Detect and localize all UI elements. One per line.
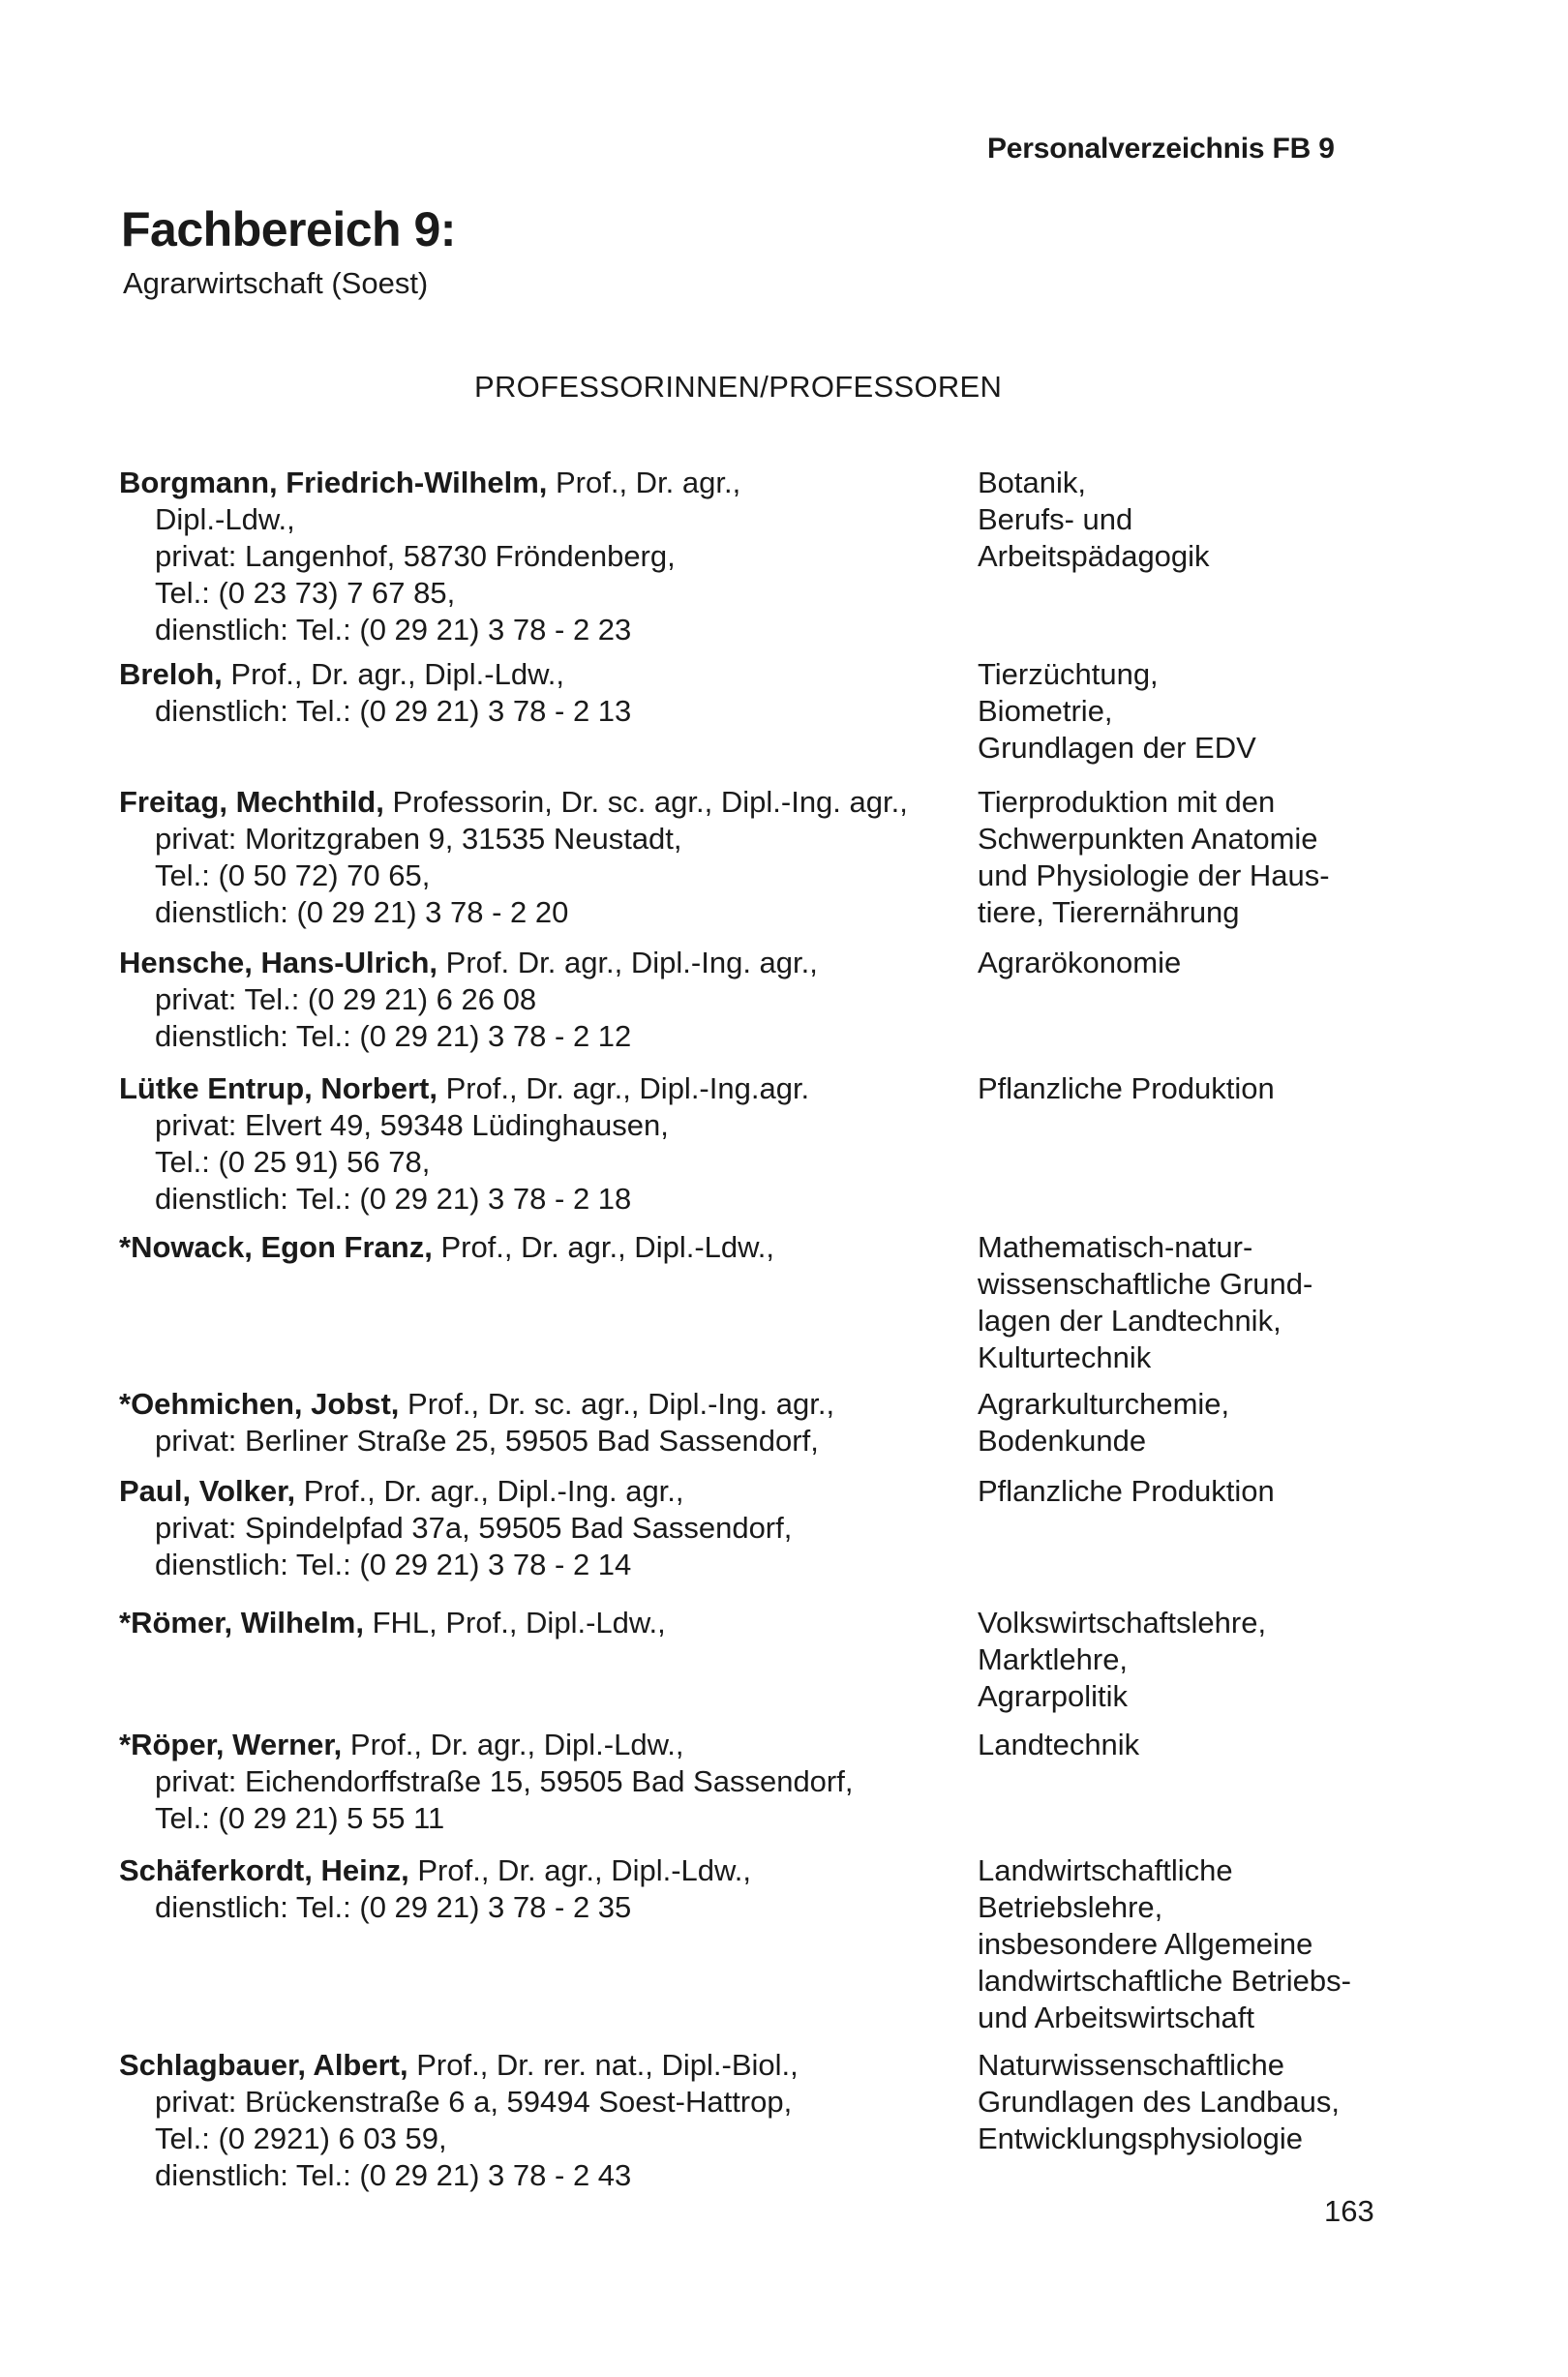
staff-subject	[978, 1605, 1403, 1715]
subject-line: und Physiologie der Haus-	[978, 858, 1330, 892]
staff-name-line	[119, 1473, 971, 1510]
subject-line: Agrarkulturchemie,	[978, 1387, 1230, 1421]
subject-line: Berufs- und	[978, 502, 1133, 536]
subject-line: Tierzüchtung,	[978, 657, 1159, 691]
staff-subject	[978, 2047, 1403, 2157]
page-number: 163	[1324, 2194, 1374, 2228]
staff-name: Schäferkordt, Heinz,	[119, 1853, 409, 1887]
staff-detail-line: dienstlich: Tel.: (0 29 21) 3 78 - 2 12	[155, 1019, 632, 1053]
staff-person	[119, 1605, 971, 1641]
staff-person	[119, 2047, 971, 2194]
staff-detail-line: Tel.: (0 25 91) 56 78,	[155, 1145, 431, 1179]
staff-title: Prof., Dr. agr., Dipl.-Ldw.,	[408, 1853, 751, 1887]
staff-name-line	[119, 1727, 971, 1763]
staff-subject	[978, 465, 1403, 575]
subject-line: Arbeitspädagogik	[978, 539, 1210, 573]
staff-detail-line: dienstlich: Tel.: (0 29 21) 3 78 - 2 35	[155, 1890, 632, 1924]
staff-person	[119, 784, 971, 931]
staff-name-line	[119, 465, 971, 501]
staff-person	[119, 656, 971, 730]
staff-name: *Römer, Wilhelm,	[119, 1606, 364, 1640]
staff-title: Prof., Dr. agr., Dipl.-Ing.agr.	[437, 1071, 810, 1105]
staff-detail-line: dienstlich: (0 29 21) 3 78 - 2 20	[155, 895, 569, 929]
subject-line: Marktlehre,	[978, 1642, 1129, 1676]
staff-detail-line: privat: Berliner Straße 25, 59505 Bad Sassendorf,	[155, 1424, 819, 1458]
staff-name: Schlagbauer, Albert,	[119, 2048, 408, 2082]
staff-person	[119, 465, 971, 648]
staff-name: *Röper, Werner,	[119, 1728, 343, 1761]
staff-person	[119, 1386, 971, 1459]
subject-line: Landwirtschaftliche	[978, 1853, 1233, 1887]
staff-detail-line: Dipl.-Ldw.,	[155, 502, 295, 536]
subject-line: Mathematisch-natur-	[978, 1230, 1253, 1264]
subject-line: Naturwissenschaftliche	[978, 2048, 1285, 2082]
staff-person	[119, 1473, 971, 1583]
subject-line: und Arbeitswirtschaft	[978, 2001, 1255, 2034]
staff-name: Paul, Volker,	[119, 1474, 296, 1508]
staff-name-line	[119, 1852, 971, 1889]
staff-detail-line: privat: Eichendorffstraße 15, 59505 Bad Sassendorf,	[155, 1764, 854, 1798]
staff-subject	[978, 1070, 1403, 1107]
staff-title: Professorin, Dr. sc. agr., Dipl.-Ing. agr.,	[383, 785, 908, 819]
subject-line: Biometrie,	[978, 694, 1113, 728]
staff-detail-line: privat: Moritzgraben 9, 31535 Neustadt,	[155, 822, 682, 856]
staff-person	[119, 945, 971, 1055]
staff-name-line	[119, 945, 971, 981]
subject-line: Pflanzliche Produktion	[978, 1474, 1275, 1508]
subject-line: Botanik,	[978, 466, 1087, 499]
subject-line: Kulturtechnik	[978, 1340, 1152, 1374]
section-heading: PROFESSORINNEN/PROFESSOREN	[474, 370, 1003, 404]
staff-name-line	[119, 1605, 971, 1641]
department-subtitle: Agrarwirtschaft (Soest)	[123, 266, 429, 300]
staff-name: Borgmann, Friedrich-Wilhelm,	[119, 466, 548, 499]
staff-name-line	[119, 1070, 971, 1107]
staff-name-line	[119, 784, 971, 821]
staff-person	[119, 1727, 971, 1837]
staff-subject	[978, 784, 1403, 931]
staff-name: *Oehmichen, Jobst,	[119, 1387, 400, 1421]
staff-detail-line: privat: Langenhof, 58730 Fröndenberg,	[155, 539, 676, 573]
staff-person	[119, 1852, 971, 1926]
running-header: Personalverzeichnis FB 9	[987, 133, 1335, 165]
staff-detail-line: dienstlich: Tel.: (0 29 21) 3 78 - 2 23	[155, 613, 632, 647]
subject-line: Schwerpunkten Anatomie	[978, 822, 1318, 856]
staff-name: Lütke Entrup, Norbert,	[119, 1071, 437, 1105]
staff-name: Hensche, Hans-Ulrich,	[119, 946, 438, 979]
subject-line: Grundlagen der EDV	[978, 731, 1256, 765]
staff-detail-line: Tel.: (0 50 72) 70 65,	[155, 858, 431, 892]
staff-detail-line: privat: Spindelpfad 37a, 59505 Bad Sassendorf,	[155, 1511, 793, 1545]
subject-line: insbesondere Allgemeine	[978, 1927, 1313, 1961]
subject-line: Entwicklungsphysiologie	[978, 2121, 1304, 2155]
staff-detail-line: Tel.: (0 29 21) 5 55 11	[155, 1801, 445, 1835]
staff-title: Prof., Dr. agr., Dipl.-Ldw.,	[342, 1728, 684, 1761]
subject-line: Pflanzliche Produktion	[978, 1071, 1275, 1105]
staff-detail-line: dienstlich: Tel.: (0 29 21) 3 78 - 2 43	[155, 2158, 632, 2192]
staff-detail-line: privat: Tel.: (0 29 21) 6 26 08	[155, 982, 537, 1016]
staff-detail-line: Tel.: (0 2921) 6 03 59,	[155, 2121, 447, 2155]
subject-line: tiere, Tierernährung	[978, 895, 1240, 929]
staff-name-line	[119, 2047, 971, 2084]
staff-detail-line: privat: Elvert 49, 59348 Lüdinghausen,	[155, 1108, 669, 1142]
staff-subject	[978, 1386, 1403, 1459]
subject-line: Grundlagen des Landbaus,	[978, 2085, 1341, 2119]
subject-line: Agrarökonomie	[978, 946, 1182, 979]
staff-name: *Nowack, Egon Franz,	[119, 1230, 433, 1264]
staff-person	[119, 1229, 971, 1266]
department-title: Fachbereich 9:	[121, 202, 456, 256]
subject-line: Volkswirtschaftslehre,	[978, 1606, 1267, 1640]
staff-person	[119, 1070, 971, 1218]
staff-detail-line: dienstlich: Tel.: (0 29 21) 3 78 - 2 14	[155, 1548, 632, 1581]
staff-subject	[978, 1852, 1403, 2036]
subject-line: Agrarpolitik	[978, 1679, 1129, 1713]
staff-subject	[978, 1727, 1403, 1763]
staff-subject	[978, 656, 1403, 767]
staff-title: Prof., Dr. rer. nat., Dipl.-Biol.,	[407, 2048, 799, 2082]
subject-line: Bodenkunde	[978, 1424, 1147, 1458]
staff-name-line	[119, 656, 971, 693]
staff-title: Prof., Dr. sc. agr., Dipl.-Ing. agr.,	[399, 1387, 835, 1421]
staff-title: FHL, Prof., Dipl.-Ldw.,	[363, 1606, 666, 1640]
staff-name: Breloh,	[119, 657, 223, 691]
subject-line: Betriebslehre,	[978, 1890, 1163, 1924]
staff-detail-line: dienstlich: Tel.: (0 29 21) 3 78 - 2 18	[155, 1182, 632, 1216]
staff-subject	[978, 1229, 1403, 1376]
subject-line: landwirtschaftliche Betriebs-	[978, 1964, 1351, 1998]
subject-line: wissenschaftliche Grund-	[978, 1267, 1313, 1301]
subject-line: lagen der Landtechnik,	[978, 1304, 1282, 1338]
staff-name: Freitag, Mechthild,	[119, 785, 384, 819]
subject-line: Tierproduktion mit den	[978, 785, 1276, 819]
staff-subject	[978, 945, 1403, 981]
staff-detail-line: Tel.: (0 23 73) 7 67 85,	[155, 576, 456, 610]
staff-name-line	[119, 1386, 971, 1423]
staff-title: Prof. Dr. agr., Dipl.-Ing. agr.,	[437, 946, 818, 979]
staff-title: Prof., Dr. agr., Dipl.-Ldw.,	[432, 1230, 775, 1264]
staff-title: Prof., Dr. agr., Dipl.-Ing. agr.,	[295, 1474, 684, 1508]
subject-line: Landtechnik	[978, 1728, 1140, 1761]
staff-title: Prof., Dr. agr., Dipl.-Ldw.,	[222, 657, 564, 691]
staff-detail-line: privat: Brückenstraße 6 a, 59494 Soest-Hattrop,	[155, 2085, 793, 2119]
staff-name-line	[119, 1229, 971, 1266]
staff-detail-line: dienstlich: Tel.: (0 29 21) 3 78 - 2 13	[155, 694, 632, 728]
staff-subject	[978, 1473, 1403, 1510]
staff-title: Prof., Dr. agr.,	[547, 466, 741, 499]
